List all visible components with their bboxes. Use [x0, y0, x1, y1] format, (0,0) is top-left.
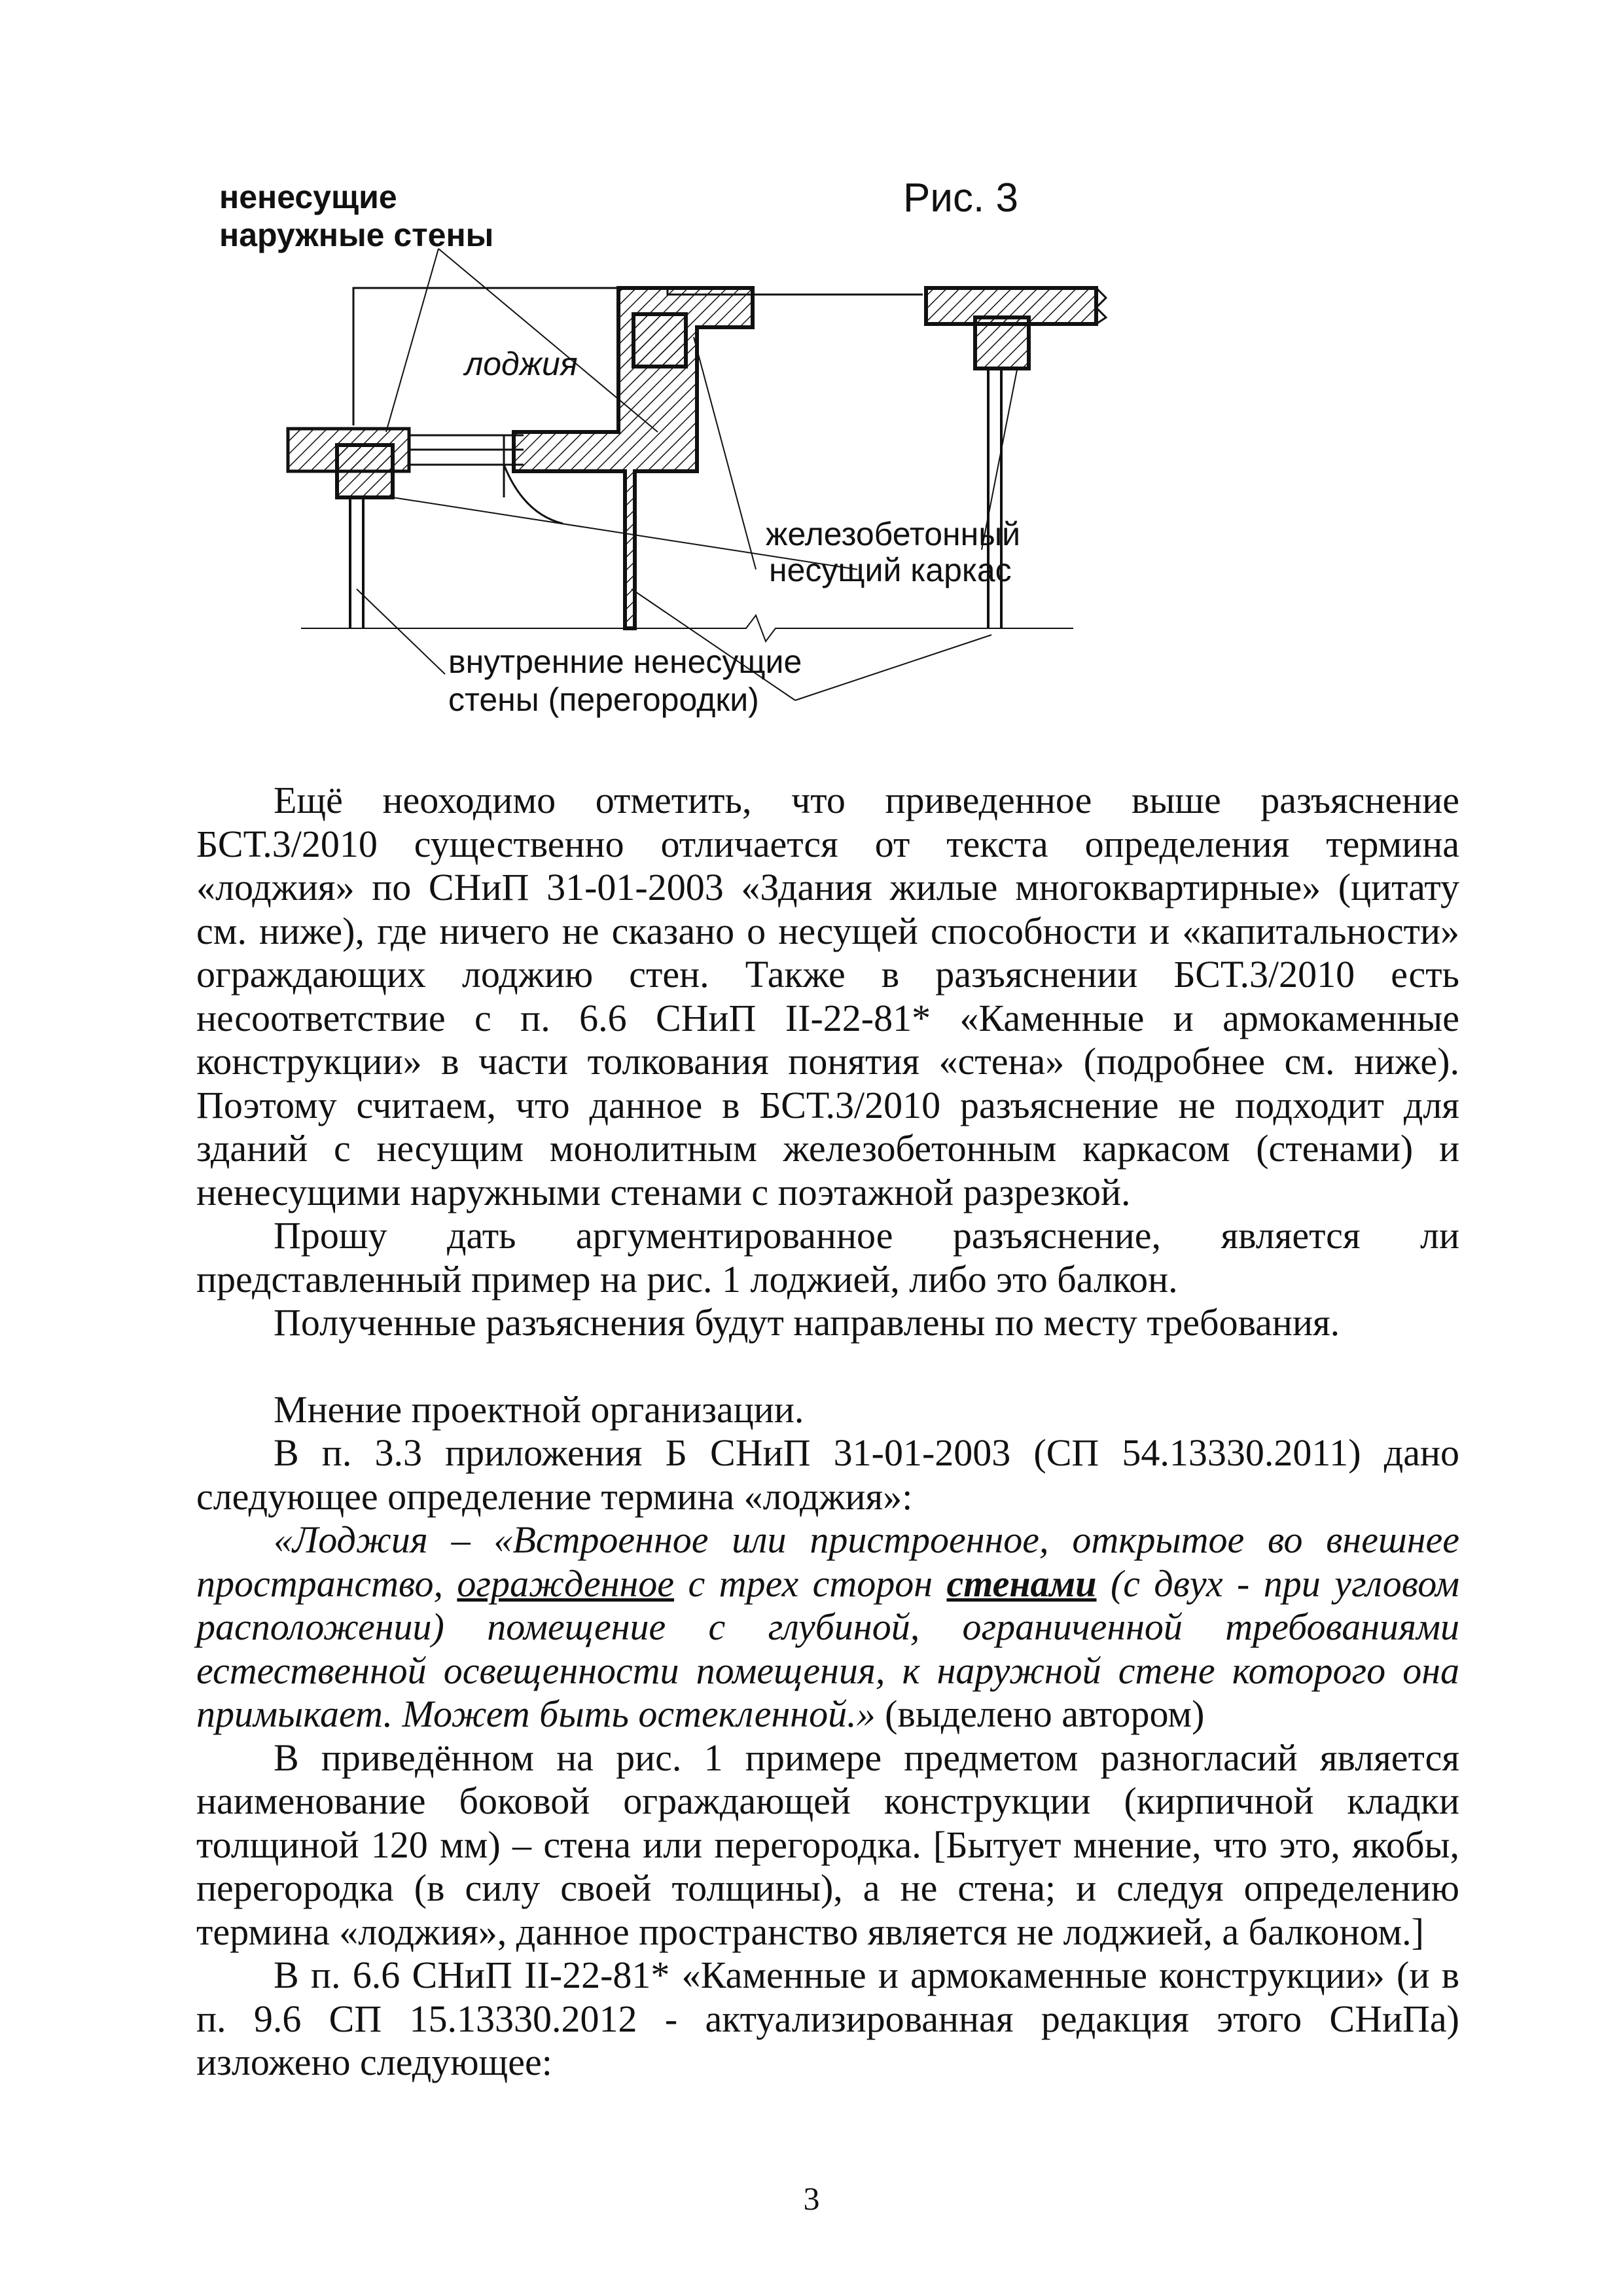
label-loggia: лоджия: [465, 346, 578, 382]
paragraph-line: Прошу дать аргументированное разъяснение, является ли: [274, 1214, 1459, 1257]
page-number: 3: [803, 2180, 820, 2217]
document-body: [196, 779, 1459, 2085]
paragraph-line: несоответствие с п. 6.6 СНиП II-22-81* «Каменные и армокаменные: [196, 996, 1459, 1039]
paragraph-line: БСТ.3/2010 существенно отличается от текста определения термина: [196, 822, 1459, 865]
label-inner-1: внутренние ненесущие: [448, 643, 802, 680]
quote-line: «Лоджия – «Встроенное или пристроенное, открытое во внешнее: [274, 1518, 1459, 1561]
quote-line: [196, 1693, 1459, 1736]
label-frame-1: железобетонный: [766, 516, 1021, 552]
quote-line: [196, 1562, 1459, 1606]
paragraph-line: следующее определение термина «лоджия»:: [196, 1475, 913, 1518]
quote-line: расположении) помещение с глубиной, ограниченной требованиями: [196, 1605, 1459, 1648]
quote-text: пространство,: [196, 1562, 443, 1605]
figure-caption: Рис. 3: [903, 175, 1018, 221]
paragraph-line: представленный пример на рис. 1 лоджией, либо это балкон.: [196, 1257, 1178, 1300]
paragraph-line: Ещё неоходимо отметить, что приведенное выше разъяснение: [274, 779, 1459, 821]
quote-line: естественной освещенности помещения, к наружной стене которого она: [196, 1649, 1459, 1692]
label-frame-2: несущий каркас: [769, 552, 1012, 588]
quote-text: примыкает. Может быть остекленной.»: [196, 1693, 876, 1735]
quote-emphasis: стенами: [946, 1562, 1097, 1605]
paragraph-line: ограждающих лоджию стен. Также в разъяснении БСТ.3/2010 есть: [196, 953, 1459, 996]
paragraph-line: см. ниже), где ничего не сказано о несущей способности и «капитальности»: [196, 909, 1459, 952]
paragraph-line: изложено следующее:: [196, 2041, 552, 2083]
label-inner-2: стены (перегородки): [448, 681, 759, 718]
figure-3: [196, 157, 1178, 746]
paragraph-line: В приведённом на рис. 1 примере предметом разногласий является: [274, 1736, 1459, 1779]
section-heading: Мнение проектной организации.: [274, 1388, 804, 1431]
quote-text: (с двух - при угловом: [1110, 1562, 1460, 1605]
quote-note: (выделено автором): [885, 1693, 1205, 1735]
paragraph-line: Поэтому считаем, что данное в БСТ.3/2010 разъяснение не подходит для: [196, 1083, 1459, 1126]
label-nonbearing-outer-2: наружные стены: [219, 217, 494, 253]
quote-underlined: огражденное: [457, 1562, 675, 1605]
paragraph-line: В п. 3.3 приложения Б СНиП 31-01-2003 (СП 54.13330.2011) дано: [274, 1431, 1459, 1474]
paragraph-line: конструкции» в части толкования понятия «стена» (подробнее см. ниже).: [196, 1040, 1459, 1083]
paragraph-line: Полученные разъяснения будут направлены по месту требования.: [274, 1301, 1340, 1344]
paragraph-line: «лоджия» по СНиП 31-01-2003 «Здания жилые многоквартирные» (цитату: [196, 866, 1459, 908]
paragraph-line: В п. 6.6 СНиП II-22-81* «Каменные и армокаменные конструкции» (и в: [274, 1954, 1459, 1996]
label-nonbearing-outer-1: ненесущие: [219, 179, 397, 215]
paragraph-line: зданий с несущим монолитным железобетонным каркасом (стенами) и: [196, 1127, 1459, 1170]
paragraph-line: ненесущими наружными стенами с поэтажной разрезкой.: [196, 1170, 1131, 1213]
quote-text: с трех сторон: [688, 1562, 933, 1605]
paragraph-line: толщиной 120 мм) – стена или перегородка. [Бытует мнение, что это, якобы,: [196, 1823, 1459, 1866]
paragraph-line: наименование боковой ограждающей конструкции (кирпичной кладки: [196, 1780, 1459, 1822]
paragraph-line: термина «лоджия», данное пространство является не лоджией, а балконом.]: [196, 1910, 1424, 1953]
paragraph-line: п. 9.6 СП 15.13330.2012 - актуализированная редакция этого СНиПа): [196, 1997, 1459, 2040]
paragraph-line: перегородка (в силу своей толщины), а не стена; и следуя определению: [196, 1867, 1459, 1909]
